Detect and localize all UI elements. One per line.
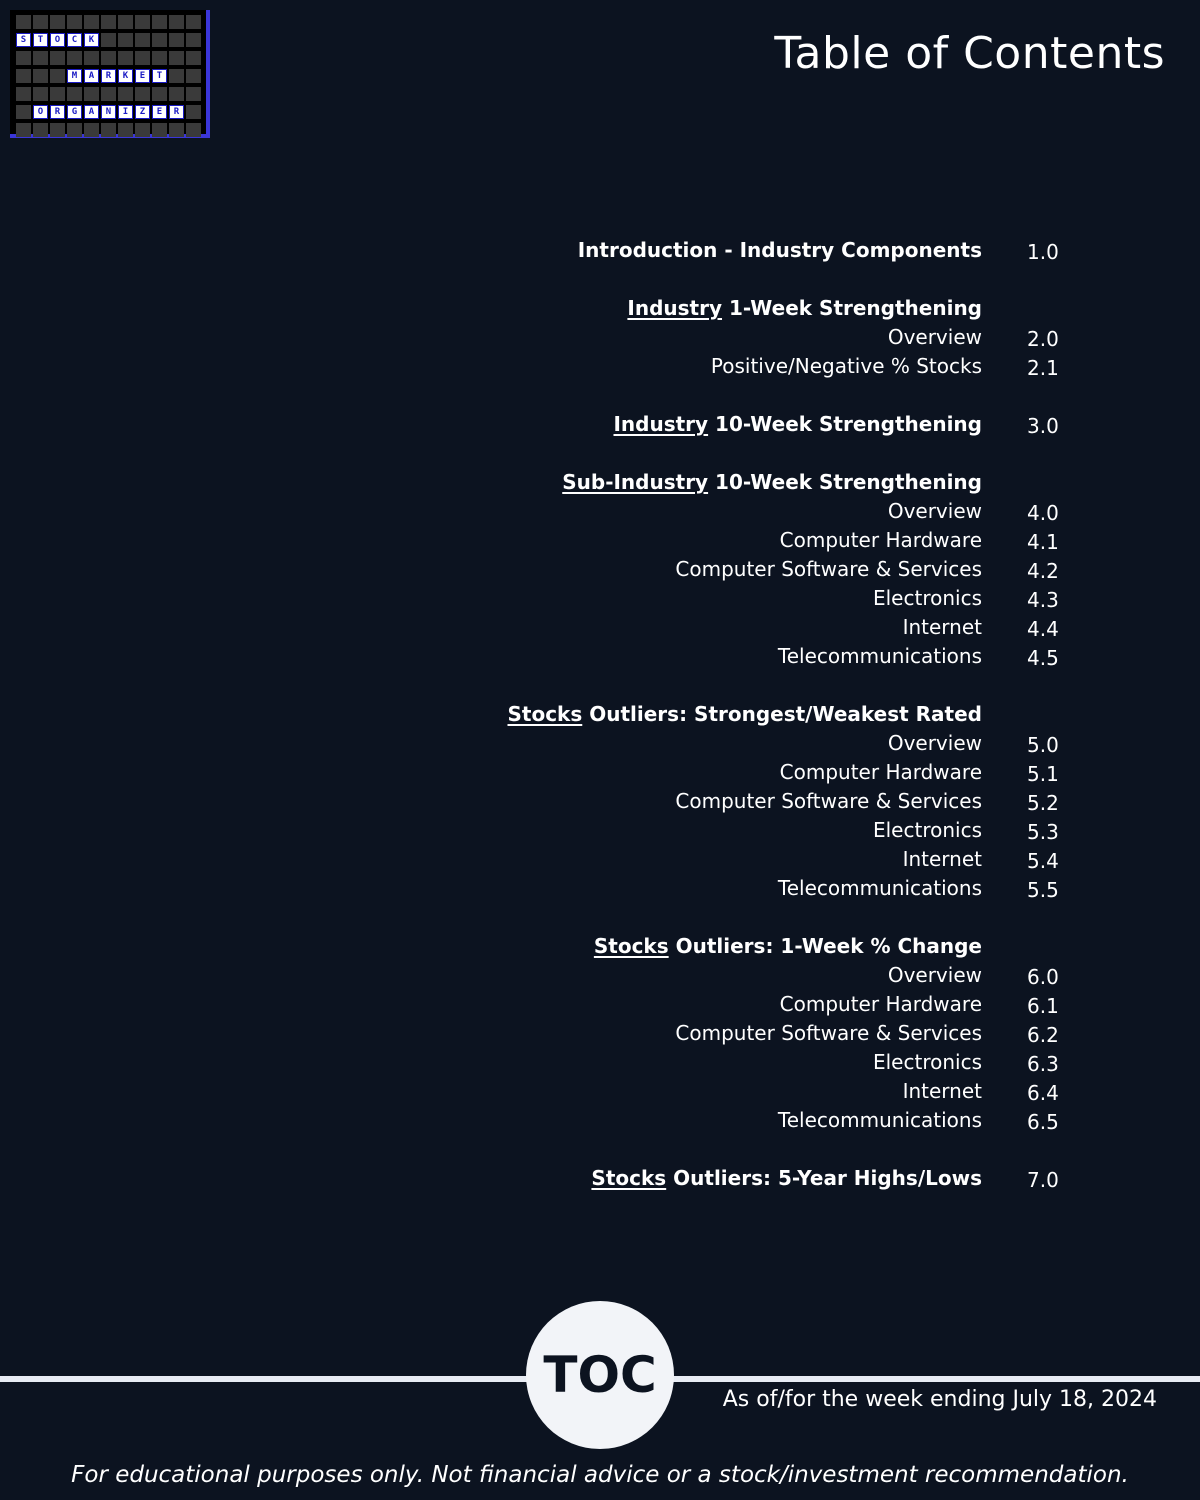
logo-blank-tile <box>67 51 82 65</box>
toc-item-number: 6.1 <box>1027 994 1059 1018</box>
toc-item-number: 6.2 <box>1027 1023 1059 1047</box>
logo-letter-grid <box>15 13 202 139</box>
toc-item-number: 5.4 <box>1027 849 1059 873</box>
logo-blank-tile <box>118 33 133 47</box>
logo-blank-tile <box>50 87 65 101</box>
toc-item-label: Telecommunications <box>777 876 982 900</box>
logo-blank-tile <box>16 69 31 83</box>
logo-blank-tile <box>186 105 201 119</box>
logo-blank-tile <box>186 51 201 65</box>
logo-row <box>15 85 202 103</box>
toc-section-label <box>594 932 982 961</box>
toc-section-keyword: Industry <box>627 296 723 320</box>
logo-blank-tile <box>135 15 150 29</box>
logo-blank-tile <box>33 123 48 137</box>
toc-item-number: 5.0 <box>1027 733 1059 757</box>
logo-blank-tile <box>118 15 133 29</box>
logo-blank-tile <box>169 15 184 29</box>
toc-section-title-rest: 10-Week Strengthening <box>708 470 982 494</box>
page-title: Table of Contents <box>774 28 1165 79</box>
logo-blank-tile <box>135 87 150 101</box>
toc-item-label: Internet <box>902 1079 982 1103</box>
logo-blank-tile <box>118 51 133 65</box>
as-of-date: As of/for the week ending July 18, 2024 <box>722 1387 1157 1412</box>
toc-item-number: 4.2 <box>1027 559 1059 583</box>
logo-blank-tile <box>16 87 31 101</box>
logo-row <box>15 31 202 49</box>
toc-section-introduction[interactable] <box>0 236 1200 265</box>
toc-section-keyword: Industry <box>613 412 709 436</box>
logo-blank-tile <box>67 87 82 101</box>
logo-row <box>15 121 202 139</box>
toc-item-label: Overview <box>887 499 982 523</box>
logo-blank-tile <box>186 123 201 137</box>
logo-blank-tile <box>169 51 184 65</box>
toc-section-title-rest: Outliers: 1-Week % Change <box>668 934 982 958</box>
logo-letter-tile: Z <box>135 105 150 119</box>
toc-section-stocks-5-year[interactable] <box>0 1164 1200 1193</box>
logo-blank-tile <box>33 15 48 29</box>
logo-letter-tile: R <box>101 69 116 83</box>
toc-item-number: 6.5 <box>1027 1110 1059 1134</box>
toc-item-label: Telecommunications <box>777 644 982 668</box>
toc-item[interactable] <box>0 787 1200 816</box>
toc-section-label <box>562 468 982 497</box>
logo-blank-tile <box>186 15 201 29</box>
toc-section-sub-industry-10-week[interactable] <box>0 468 1200 497</box>
logo-blank-tile <box>135 51 150 65</box>
toc-section-title-rest: 10-Week Strengthening <box>708 412 982 436</box>
logo-blank-tile <box>169 87 184 101</box>
toc-item-label: Electronics <box>872 1050 982 1074</box>
logo-blank-tile <box>135 33 150 47</box>
logo-blank-tile <box>101 123 116 137</box>
toc-item-label: Computer Software & Services <box>675 789 982 813</box>
toc-item[interactable] <box>0 1019 1200 1048</box>
logo-letter-tile: G <box>67 105 82 119</box>
logo-letter-tile: T <box>33 33 48 47</box>
toc-section-stocks-strongest-weakest[interactable] <box>0 700 1200 729</box>
logo-blank-tile <box>135 123 150 137</box>
toc-section-label: Introduction - Industry Components <box>577 238 982 262</box>
logo-letter-tile: O <box>50 33 65 47</box>
toc-item-number: 5.2 <box>1027 791 1059 815</box>
logo-blank-tile <box>169 69 184 83</box>
logo-blank-tile <box>67 15 82 29</box>
toc-item[interactable] <box>0 961 1200 990</box>
logo-blank-tile <box>16 51 31 65</box>
logo-blank-tile <box>169 123 184 137</box>
logo-letter-tile: R <box>50 105 65 119</box>
logo-blank-tile <box>118 123 133 137</box>
toc-section-keyword: Sub-Industry <box>562 470 709 494</box>
logo-letter-tile: K <box>84 33 99 47</box>
toc-item[interactable] <box>0 1048 1200 1077</box>
logo-blank-tile <box>101 33 116 47</box>
toc-item[interactable] <box>0 1077 1200 1106</box>
toc-section-title-rest: 1-Week Strengthening <box>722 296 982 320</box>
toc-item-label: Overview <box>887 731 982 755</box>
toc-item-label: Computer Software & Services <box>675 557 982 581</box>
logo-letter-tile: M <box>67 69 82 83</box>
toc-item[interactable] <box>0 323 1200 352</box>
toc-item-label: Telecommunications <box>777 1108 982 1132</box>
toc-item-label: Overview <box>887 325 982 349</box>
toc-item[interactable] <box>0 526 1200 555</box>
logo-blank-tile <box>84 87 99 101</box>
logo-letter-tile: E <box>135 69 150 83</box>
toc-item[interactable] <box>0 816 1200 845</box>
toc-item[interactable] <box>0 555 1200 584</box>
logo-row <box>15 49 202 67</box>
toc-item[interactable] <box>0 729 1200 758</box>
toc-section-industry-1-week[interactable] <box>0 294 1200 323</box>
toc-item-label: Computer Hardware <box>779 760 982 784</box>
logo-row <box>15 13 202 31</box>
logo-letter-tile: I <box>118 105 133 119</box>
logo-letter-tile: S <box>16 33 31 47</box>
stock-market-organizer-logo <box>10 10 210 138</box>
toc-item[interactable] <box>0 642 1200 671</box>
logo-letter-tile: A <box>84 69 99 83</box>
toc-section-keyword: Stocks <box>591 1166 667 1190</box>
toc-item-label: Computer Software & Services <box>675 1021 982 1045</box>
toc-section-number: 3.0 <box>1027 414 1059 438</box>
logo-blank-tile <box>33 69 48 83</box>
toc-item-number: 6.4 <box>1027 1081 1059 1105</box>
toc-item-label: Electronics <box>872 818 982 842</box>
logo-letter-tile: E <box>152 105 167 119</box>
toc-item-label: Internet <box>902 847 982 871</box>
logo-blank-tile <box>152 123 167 137</box>
logo-letter-tile: R <box>169 105 184 119</box>
logo-letter-tile: A <box>84 105 99 119</box>
logo-blank-tile <box>186 87 201 101</box>
logo-letter-tile: N <box>101 105 116 119</box>
toc-section-number: 1.0 <box>1027 240 1059 264</box>
toc-section-label <box>627 294 982 323</box>
toc-item[interactable] <box>0 584 1200 613</box>
logo-blank-tile <box>67 123 82 137</box>
toc-section-title-rest: Outliers: Strongest/Weakest Rated <box>582 702 982 726</box>
logo-blank-tile <box>84 51 99 65</box>
toc-item[interactable] <box>0 352 1200 381</box>
toc-section-label <box>591 1164 982 1193</box>
logo-blank-tile <box>50 69 65 83</box>
logo-blank-tile <box>152 15 167 29</box>
toc-item[interactable] <box>0 758 1200 787</box>
logo-blank-tile <box>16 123 31 137</box>
logo-blank-tile <box>152 51 167 65</box>
logo-blank-tile <box>33 87 48 101</box>
toc-item-number: 2.0 <box>1027 327 1059 351</box>
toc-item-number: 4.0 <box>1027 501 1059 525</box>
toc-item-number: 2.1 <box>1027 356 1059 380</box>
logo-blank-tile <box>101 51 116 65</box>
logo-blank-tile <box>84 123 99 137</box>
logo-blank-tile <box>101 15 116 29</box>
toc-section-stocks-1-week-change[interactable] <box>0 932 1200 961</box>
toc-section-industry-10-week[interactable] <box>0 410 1200 439</box>
logo-blank-tile <box>50 123 65 137</box>
toc-item[interactable] <box>0 874 1200 903</box>
toc-item-label: Computer Hardware <box>779 992 982 1016</box>
logo-blank-tile <box>84 15 99 29</box>
toc-item-number: 4.1 <box>1027 530 1059 554</box>
toc-item-label: Positive/Negative % Stocks <box>710 354 982 378</box>
toc-section-title-rest: Outliers: 5-Year Highs/Lows <box>666 1166 982 1190</box>
toc-item[interactable] <box>0 1106 1200 1135</box>
logo-blank-tile <box>169 33 184 47</box>
toc-section-label <box>508 700 983 729</box>
logo-letter-tile: C <box>67 33 82 47</box>
logo-blank-tile <box>50 51 65 65</box>
toc-item-number: 6.0 <box>1027 965 1059 989</box>
logo-letter-tile: K <box>118 69 133 83</box>
logo-letter-tile: O <box>33 105 48 119</box>
logo-blank-tile <box>152 33 167 47</box>
logo-row <box>15 103 202 121</box>
logo-blank-tile <box>16 15 31 29</box>
toc-item-number: 5.1 <box>1027 762 1059 786</box>
toc-section-number: 7.0 <box>1027 1168 1059 1192</box>
toc-item-label: Internet <box>902 615 982 639</box>
toc-section-keyword: Stocks <box>593 934 669 958</box>
toc-item[interactable] <box>0 613 1200 642</box>
toc-item-number: 5.5 <box>1027 878 1059 902</box>
toc-item-number: 5.3 <box>1027 820 1059 844</box>
logo-blank-tile <box>16 105 31 119</box>
toc-section-keyword: Stocks <box>507 702 583 726</box>
toc-item-number: 6.3 <box>1027 1052 1059 1076</box>
logo-blank-tile <box>50 15 65 29</box>
toc-item-label: Computer Hardware <box>779 528 982 552</box>
disclaimer: For educational purposes only. Not financial advice or a stock/investment recommendation. <box>71 1462 1129 1488</box>
toc-item-label: Overview <box>887 963 982 987</box>
toc-item-number: 4.5 <box>1027 646 1059 670</box>
logo-blank-tile <box>33 51 48 65</box>
logo-blank-tile <box>118 87 133 101</box>
toc-badge: TOC <box>526 1301 674 1449</box>
toc-item[interactable] <box>0 497 1200 526</box>
toc-item[interactable] <box>0 990 1200 1019</box>
logo-blank-tile <box>186 33 201 47</box>
toc-item-label: Electronics <box>872 586 982 610</box>
toc-item-number: 4.4 <box>1027 617 1059 641</box>
logo-blank-tile <box>152 87 167 101</box>
logo-blank-tile <box>186 69 201 83</box>
logo-blank-tile <box>101 87 116 101</box>
logo-row <box>15 67 202 85</box>
toc-section-label <box>613 410 982 439</box>
toc-item-number: 4.3 <box>1027 588 1059 612</box>
table-of-contents <box>0 236 1200 1193</box>
logo-letter-tile: T <box>152 69 167 83</box>
toc-item[interactable] <box>0 845 1200 874</box>
